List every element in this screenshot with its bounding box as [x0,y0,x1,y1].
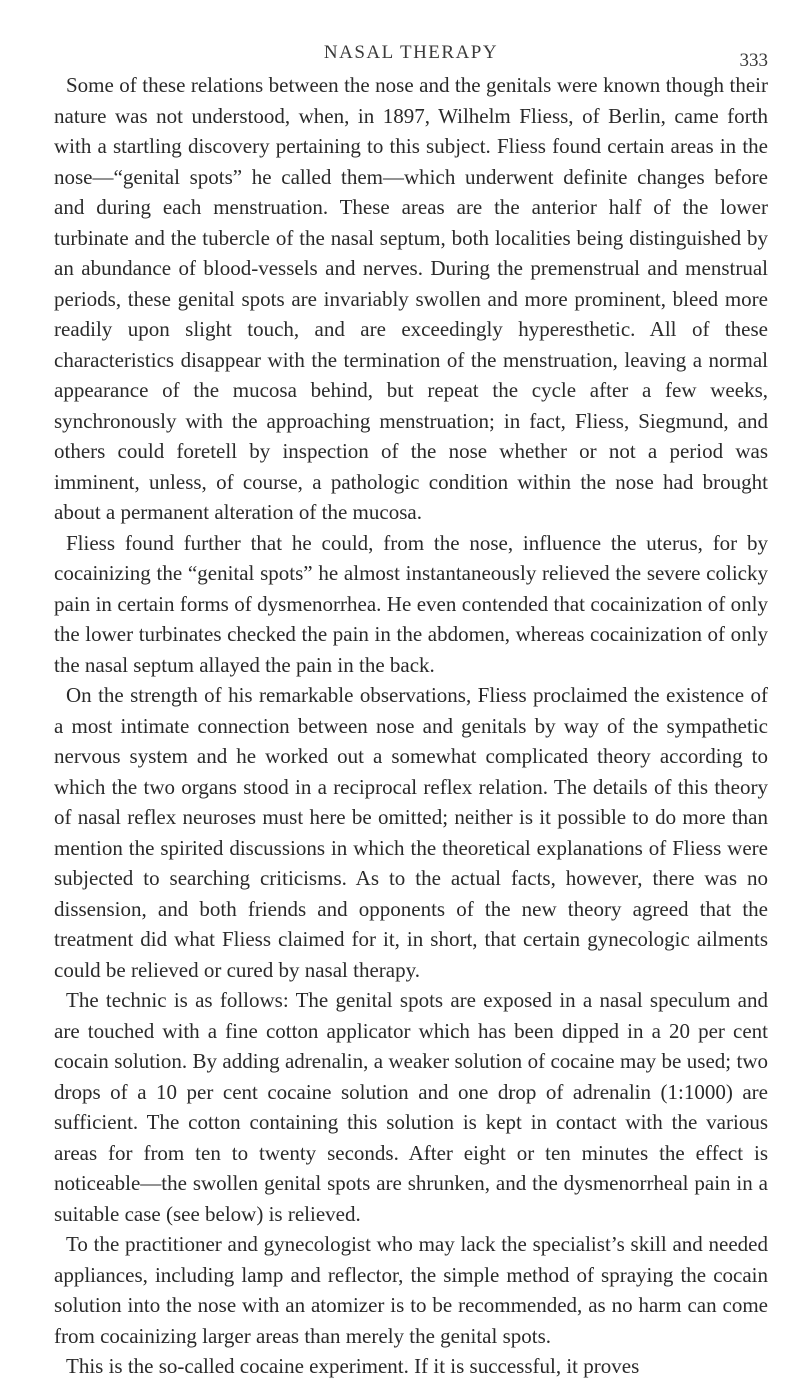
body-text [54,70,768,1382]
paragraph: Some of these relations between the nose and the genitals were known though their nature was not understood, when, in 1897, Wilhelm Fliess, of Berlin, came forth with a startling discovery pertaining to this subject. Fliess found certain areas in the nose—“genital spots” he called them—which underwent definite changes before and during each menstruation. These areas are the anterior half of the lower turbinate and the tubercle of the nasal septum, both localities being distinguished by an abundance of blood-vessels and nerves. During the premenstrual and menstrual periods, these genital spots are invariably swollen and more prominent, bleed more readily upon slight touch, and are exceedingly hyperesthetic. All of these characteristics disappear with the termination of the menstruation, leaving a normal appearance of the mucosa behind, but repeat the cycle after a few weeks, synchronously with the approaching menstruation; in fact, Fliess, Siegmund, and others could foretell by inspection of the nose whether or not a period was imminent, unless, of course, a pathologic condition within the nose had brought about a permanent alteration of the mucosa. [54,73,768,524]
running-title: NASAL THERAPY [323,42,499,63]
paragraph: This is the so-called cocaine experiment. If it is successful, it proves [66,1354,640,1378]
paragraph: The technic is as follows: The genital spots are exposed in a nasal speculum and are touched with a fine cotton applicator which has been dipped in a 20 per cent cocain solution. By adding adrenalin, a weaker solution of cocaine may be used; two drops of a 10 per cent cocaine solution and one drop of adrenalin (1:1000) are sufficient. The cotton containing this solution is kept in contact with the various areas for from ten to twenty seconds. After eight or ten minutes the effect is noticeable—the swollen genital spots are shrunken, and the dysmenorrheal pain in a suitable case (see below) is relieved. [54,988,768,1226]
book-page [54,28,768,1382]
paragraph: Fliess found further that he could, from the nose, influence the uterus, for by cocainizing the “genital spots” he almost instantaneously relieved the severe colicky pain in certain forms of dysmenorrhea. He even contended that cocainization of only the lower turbinates checked the pain in the abdomen, whereas cocainization of only the nasal septum allayed the pain in the back. [54,530,768,677]
page-header [54,28,768,70]
paragraph: On the strength of his remarkable observations, Fliess proclaimed the existence of a most intimate connection between nose and genitals by way of the sympathetic nervous system and he worked out a somewhat complicated theory according to which the two organs stood in a reciprocal reflex relation. The details of this theory of nasal reflex neuroses must here be omitted; neither is it possible to do more than mention the spirited discussions in which the theoretical explanations of Fliess were subjected to searching criticisms. As to the actual facts, however, there was no dissension, and both friends and opponents of the new theory agreed that the treatment did what Fliess claimed for it, in short, that certain gynecologic ailments could be relieved or cured by nasal therapy. [54,683,768,982]
paragraph: To the practitioner and gynecologist who may lack the specialist’s skill and needed appliances, including lamp and reflector, the simple method of spraying the cocain solution into the nose with an atomizer is to be recommended, as no harm can come from cocainizing larger areas than merely the genital spots. [54,1232,768,1348]
page-number: 333 [739,50,768,71]
